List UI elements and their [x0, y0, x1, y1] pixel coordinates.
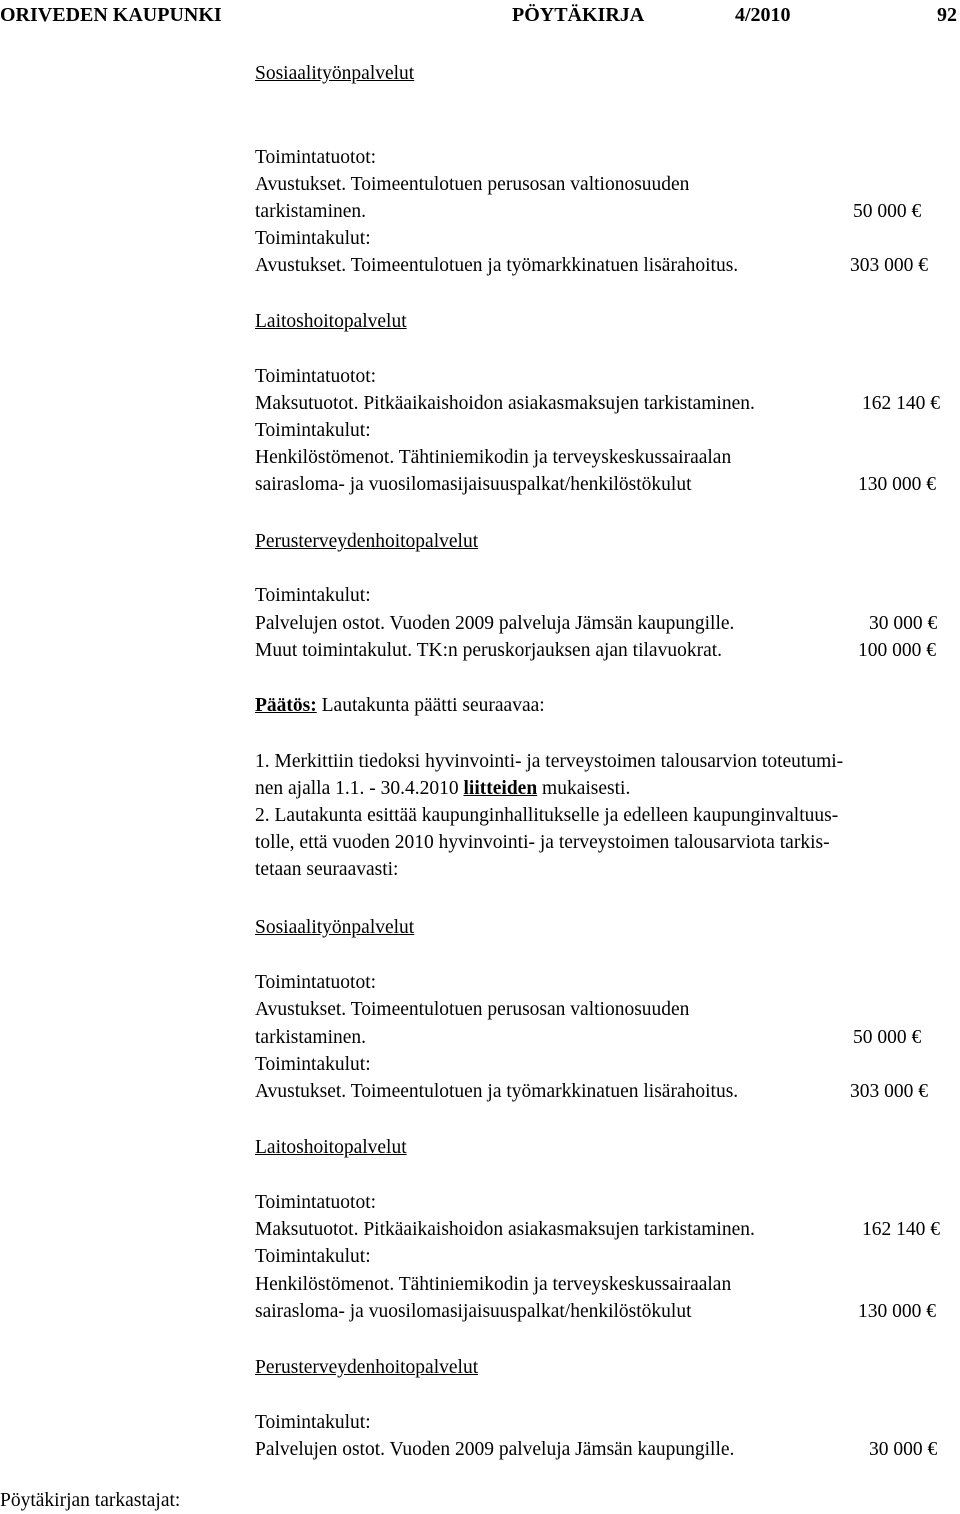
- section-heading-laitos: Laitoshoitopalvelut: [255, 311, 407, 332]
- page-header: [0, 0, 960, 30]
- label-toimintatuotot: Toimintatuotot:: [255, 147, 377, 168]
- budget-item-text: Henkilöstömenot. Tähtiniemikodin ja terveyskeskussairaalan: [255, 447, 732, 468]
- decision-item-2-cont: tetaan seuraavasti:: [255, 859, 399, 880]
- decision-text: nen ajalla 1.1. - 30.4.2010: [255, 778, 464, 799]
- budget-amount: 130 000 €: [858, 474, 936, 495]
- budget-amount: 50 000 €: [853, 1027, 922, 1048]
- budget-amount: 162 140 €: [862, 1219, 940, 1240]
- municipality-name: ORIVEDEN KAUPUNKI: [0, 4, 222, 26]
- label-toimintakulut: Toimintakulut:: [255, 228, 371, 249]
- label-toimintatuotot: Toimintatuotot:: [255, 972, 377, 993]
- document-number: 4/2010: [735, 4, 791, 26]
- label-toimintakulut: Toimintakulut:: [255, 1054, 371, 1075]
- label-toimintatuotot: Toimintatuotot:: [255, 366, 377, 387]
- decision-item-2-cont: tolle, että vuoden 2010 hyvinvointi- ja terveystoimen talousarviota tarkis-: [255, 832, 830, 853]
- budget-amount: 303 000 €: [850, 255, 928, 276]
- decision-item-2: 2. Lautakunta esittää kaupunginhallitukselle ja edelleen kaupunginvaltuus-: [255, 805, 839, 826]
- budget-item-text: Maksutuotot. Pitkäaikaishoidon asiakasmaksujen tarkistaminen.: [255, 393, 755, 414]
- reviewers-label: Pöytäkirjan tarkastajat:: [0, 1490, 181, 1511]
- label-toimintatuotot: Toimintatuotot:: [255, 1192, 377, 1213]
- section-heading-perus: Perusterveydenhoitopalvelut: [255, 1357, 479, 1378]
- budget-amount: 130 000 €: [858, 1301, 936, 1322]
- section-heading-laitos: Laitoshoitopalvelut: [255, 1137, 407, 1158]
- section-heading-sosiaali: Sosiaalityönpalvelut: [255, 917, 415, 938]
- budget-item-text: Avustukset. Toimeentulotuen ja työmarkkinatuen lisärahoitus.: [255, 255, 739, 276]
- budget-item-text: Palvelujen ostot. Vuoden 2009 palveluja Jämsän kaupungille.: [255, 1439, 735, 1460]
- decision-label: Päätös:: [255, 695, 317, 716]
- attachments-link[interactable]: liitteiden: [463, 778, 538, 799]
- budget-item-text: Avustukset. Toimeentulotuen ja työmarkkinatuen lisärahoitus.: [255, 1081, 739, 1102]
- decision-item-1: 1. Merkittiin tiedoksi hyvinvointi- ja terveystoimen talousarvion toteutumi-: [255, 751, 844, 772]
- document-type: PÖYTÄKIRJA: [512, 4, 645, 26]
- budget-item-text: Avustukset. Toimeentulotuen perusosan valtionosuuden: [255, 174, 690, 195]
- label-toimintakulut: Toimintakulut:: [255, 1412, 371, 1433]
- section-heading-perus: Perusterveydenhoitopalvelut: [255, 531, 479, 552]
- page-number: 92: [937, 4, 957, 26]
- budget-amount: 303 000 €: [850, 1081, 928, 1102]
- budget-item-text: sairasloma- ja vuosilomasijaisuuspalkat/henkilöstökulut: [255, 474, 692, 495]
- decision-item-1-cont: [255, 775, 630, 802]
- budget-amount: 30 000 €: [869, 613, 938, 634]
- budget-item-text: sairasloma- ja vuosilomasijaisuuspalkat/henkilöstökulut: [255, 1301, 692, 1322]
- budget-item-text: Muut toimintakulut. TK:n peruskorjauksen ajan tilavuokrat.: [255, 640, 723, 661]
- decision-heading: [255, 692, 545, 719]
- budget-item-text: Henkilöstömenot. Tähtiniemikodin ja terveyskeskussairaalan: [255, 1274, 732, 1295]
- budget-item-text: tarkistaminen.: [255, 1027, 367, 1048]
- budget-amount: 162 140 €: [862, 393, 940, 414]
- label-toimintakulut: Toimintakulut:: [255, 1246, 371, 1267]
- label-toimintakulut: Toimintakulut:: [255, 585, 371, 606]
- decision-text: mukaisesti.: [537, 778, 631, 799]
- budget-amount: 30 000 €: [869, 1439, 938, 1460]
- budget-item-text: Palvelujen ostot. Vuoden 2009 palveluja Jämsän kaupungille.: [255, 613, 735, 634]
- budget-amount: 100 000 €: [858, 640, 936, 661]
- label-toimintakulut: Toimintakulut:: [255, 420, 371, 441]
- section-heading-sosiaali: Sosiaalityönpalvelut: [255, 63, 415, 84]
- budget-item-text: tarkistaminen.: [255, 201, 367, 222]
- decision-intro: Lautakunta päätti seuraavaa:: [316, 695, 545, 716]
- budget-amount: 50 000 €: [853, 201, 922, 222]
- budget-item-text: Maksutuotot. Pitkäaikaishoidon asiakasmaksujen tarkistaminen.: [255, 1219, 755, 1240]
- budget-item-text: Avustukset. Toimeentulotuen perusosan valtionosuuden: [255, 999, 690, 1020]
